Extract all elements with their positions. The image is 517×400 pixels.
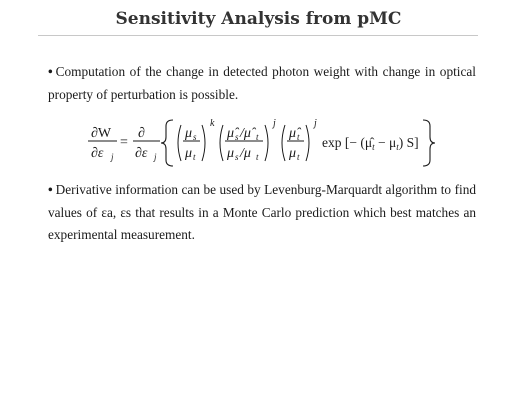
left-brace	[161, 120, 173, 166]
f2-numerator-a: μ̂	[227, 126, 235, 141]
lhs-numerator: ∂W	[91, 126, 112, 141]
equals-sign: =	[120, 135, 128, 150]
f2-exponent: j	[273, 118, 276, 129]
f2-right-paren	[265, 125, 268, 161]
f1-denominator-sub: t	[193, 152, 196, 162]
exp-term-close: ) S]	[398, 135, 419, 150]
f2-denominator-a-sub: s	[235, 152, 239, 162]
lhs-denominator: ∂ε	[91, 146, 104, 161]
exp-term	[322, 135, 419, 152]
f2-left-paren	[220, 125, 223, 161]
bullet-text-1: Computation of the change in detected photon weight with change in optical property of perturbation is possible.	[48, 64, 476, 102]
f2-numerator-b: /μ̂	[240, 126, 251, 141]
exp-term-sub-2: t	[396, 142, 399, 152]
f2-denominator-b: /μ	[240, 146, 251, 161]
f2-denominator-b-sub: t	[256, 152, 259, 162]
bullet-marker: •	[48, 64, 53, 79]
exp-term-open: exp [− (μ̂	[322, 135, 373, 150]
equation-svg	[0, 112, 517, 172]
f2-numerator-b-sub: t	[256, 132, 259, 142]
f1-numerator-sub: s	[193, 132, 197, 142]
bullet-item-1	[48, 61, 476, 106]
f1-left-paren	[178, 125, 181, 161]
f2-denominator-a: μ	[227, 146, 235, 161]
title-divider	[38, 35, 478, 36]
f3-numerator-sub: t	[297, 132, 300, 142]
exp-term-sub-1: t	[372, 142, 375, 152]
exp-term-mid: − μ	[374, 135, 397, 150]
bullet-item-2	[48, 179, 476, 247]
f1-denominator: μ	[185, 146, 193, 161]
f1-numerator: μ	[185, 126, 193, 141]
f3-denominator: μ	[289, 146, 297, 161]
operator-denominator: ∂ε	[135, 146, 148, 161]
f3-exponent: j	[314, 118, 317, 129]
slide-title: Sensitivity Analysis from pMC	[115, 9, 402, 29]
operator-numerator: ∂	[138, 126, 145, 141]
bullet-text-2: Derivative information can be used by Levenburg-Marquardt algorithm to find values of εa, εs that results in a Monte Carlo prediction which best matches an experimental measurement.	[48, 182, 476, 242]
f1-exponent: k	[210, 118, 215, 129]
bullet-marker: •	[48, 182, 53, 197]
f3-left-paren	[282, 125, 285, 161]
f3-right-paren	[306, 125, 309, 161]
sensitivity-equation	[0, 112, 517, 172]
right-brace	[423, 120, 435, 166]
f3-numerator: μ̂	[289, 126, 297, 141]
operator-denominator-sub: j	[154, 152, 157, 162]
f3-denominator-sub: t	[297, 152, 300, 162]
f1-right-paren	[202, 125, 205, 161]
f2-numerator-a-sub: s	[235, 132, 239, 142]
lhs-denominator-sub: j	[111, 152, 114, 162]
